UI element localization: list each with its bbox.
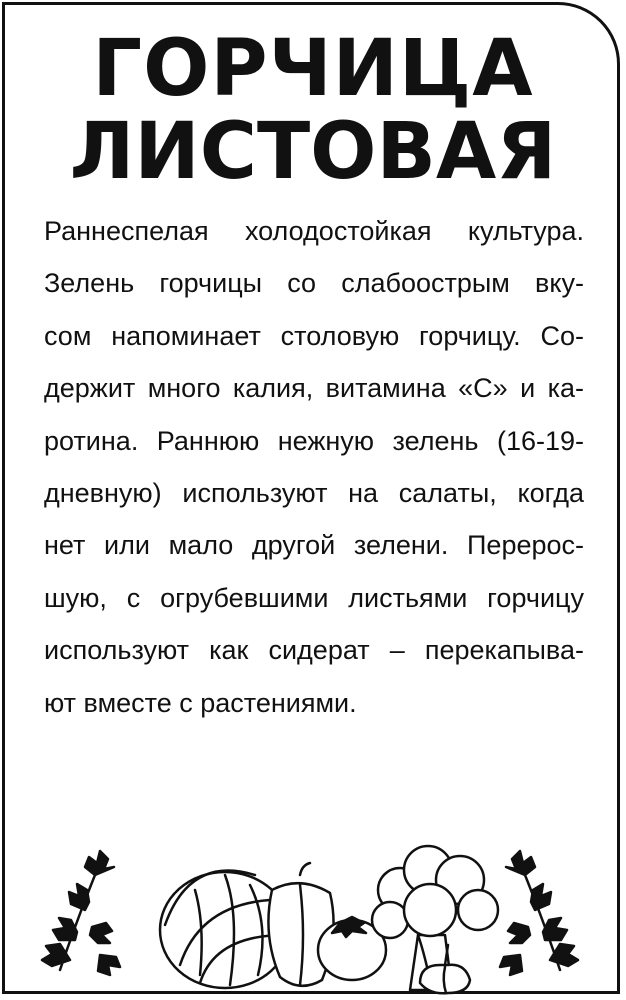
description-line: ротина. Раннюю нежную зелень (16-19- xyxy=(44,425,584,456)
description-line: Раннеспелая холодостойкая культура. xyxy=(44,216,584,246)
parsley-icon xyxy=(42,851,120,975)
description-line: ют вместе с растениями. xyxy=(44,687,357,718)
product-title-line-2: ЛИСТОВАЯ xyxy=(69,107,557,197)
description-line: сом напоминает столовую горчицу. Со- xyxy=(44,320,584,351)
vegetables-illustration xyxy=(0,815,626,995)
parsley-icon xyxy=(500,851,578,975)
description-line: Зелень горчицы со слабоострым вку- xyxy=(44,268,584,299)
description-line: держит много калия, витамина «С» и ка- xyxy=(44,373,584,404)
product-title-line-1: ГОРЧИЦА xyxy=(92,24,534,114)
description-line: шую, с огрубевшими листьями горчицу xyxy=(44,582,584,613)
description-line: дневную) используют на салаты, когда xyxy=(44,477,584,508)
product-description xyxy=(44,212,584,736)
description-line: нет или мало другой зелени. Перерос- xyxy=(44,530,584,561)
description-line: используют как сидерат – перекапыва- xyxy=(44,635,584,666)
